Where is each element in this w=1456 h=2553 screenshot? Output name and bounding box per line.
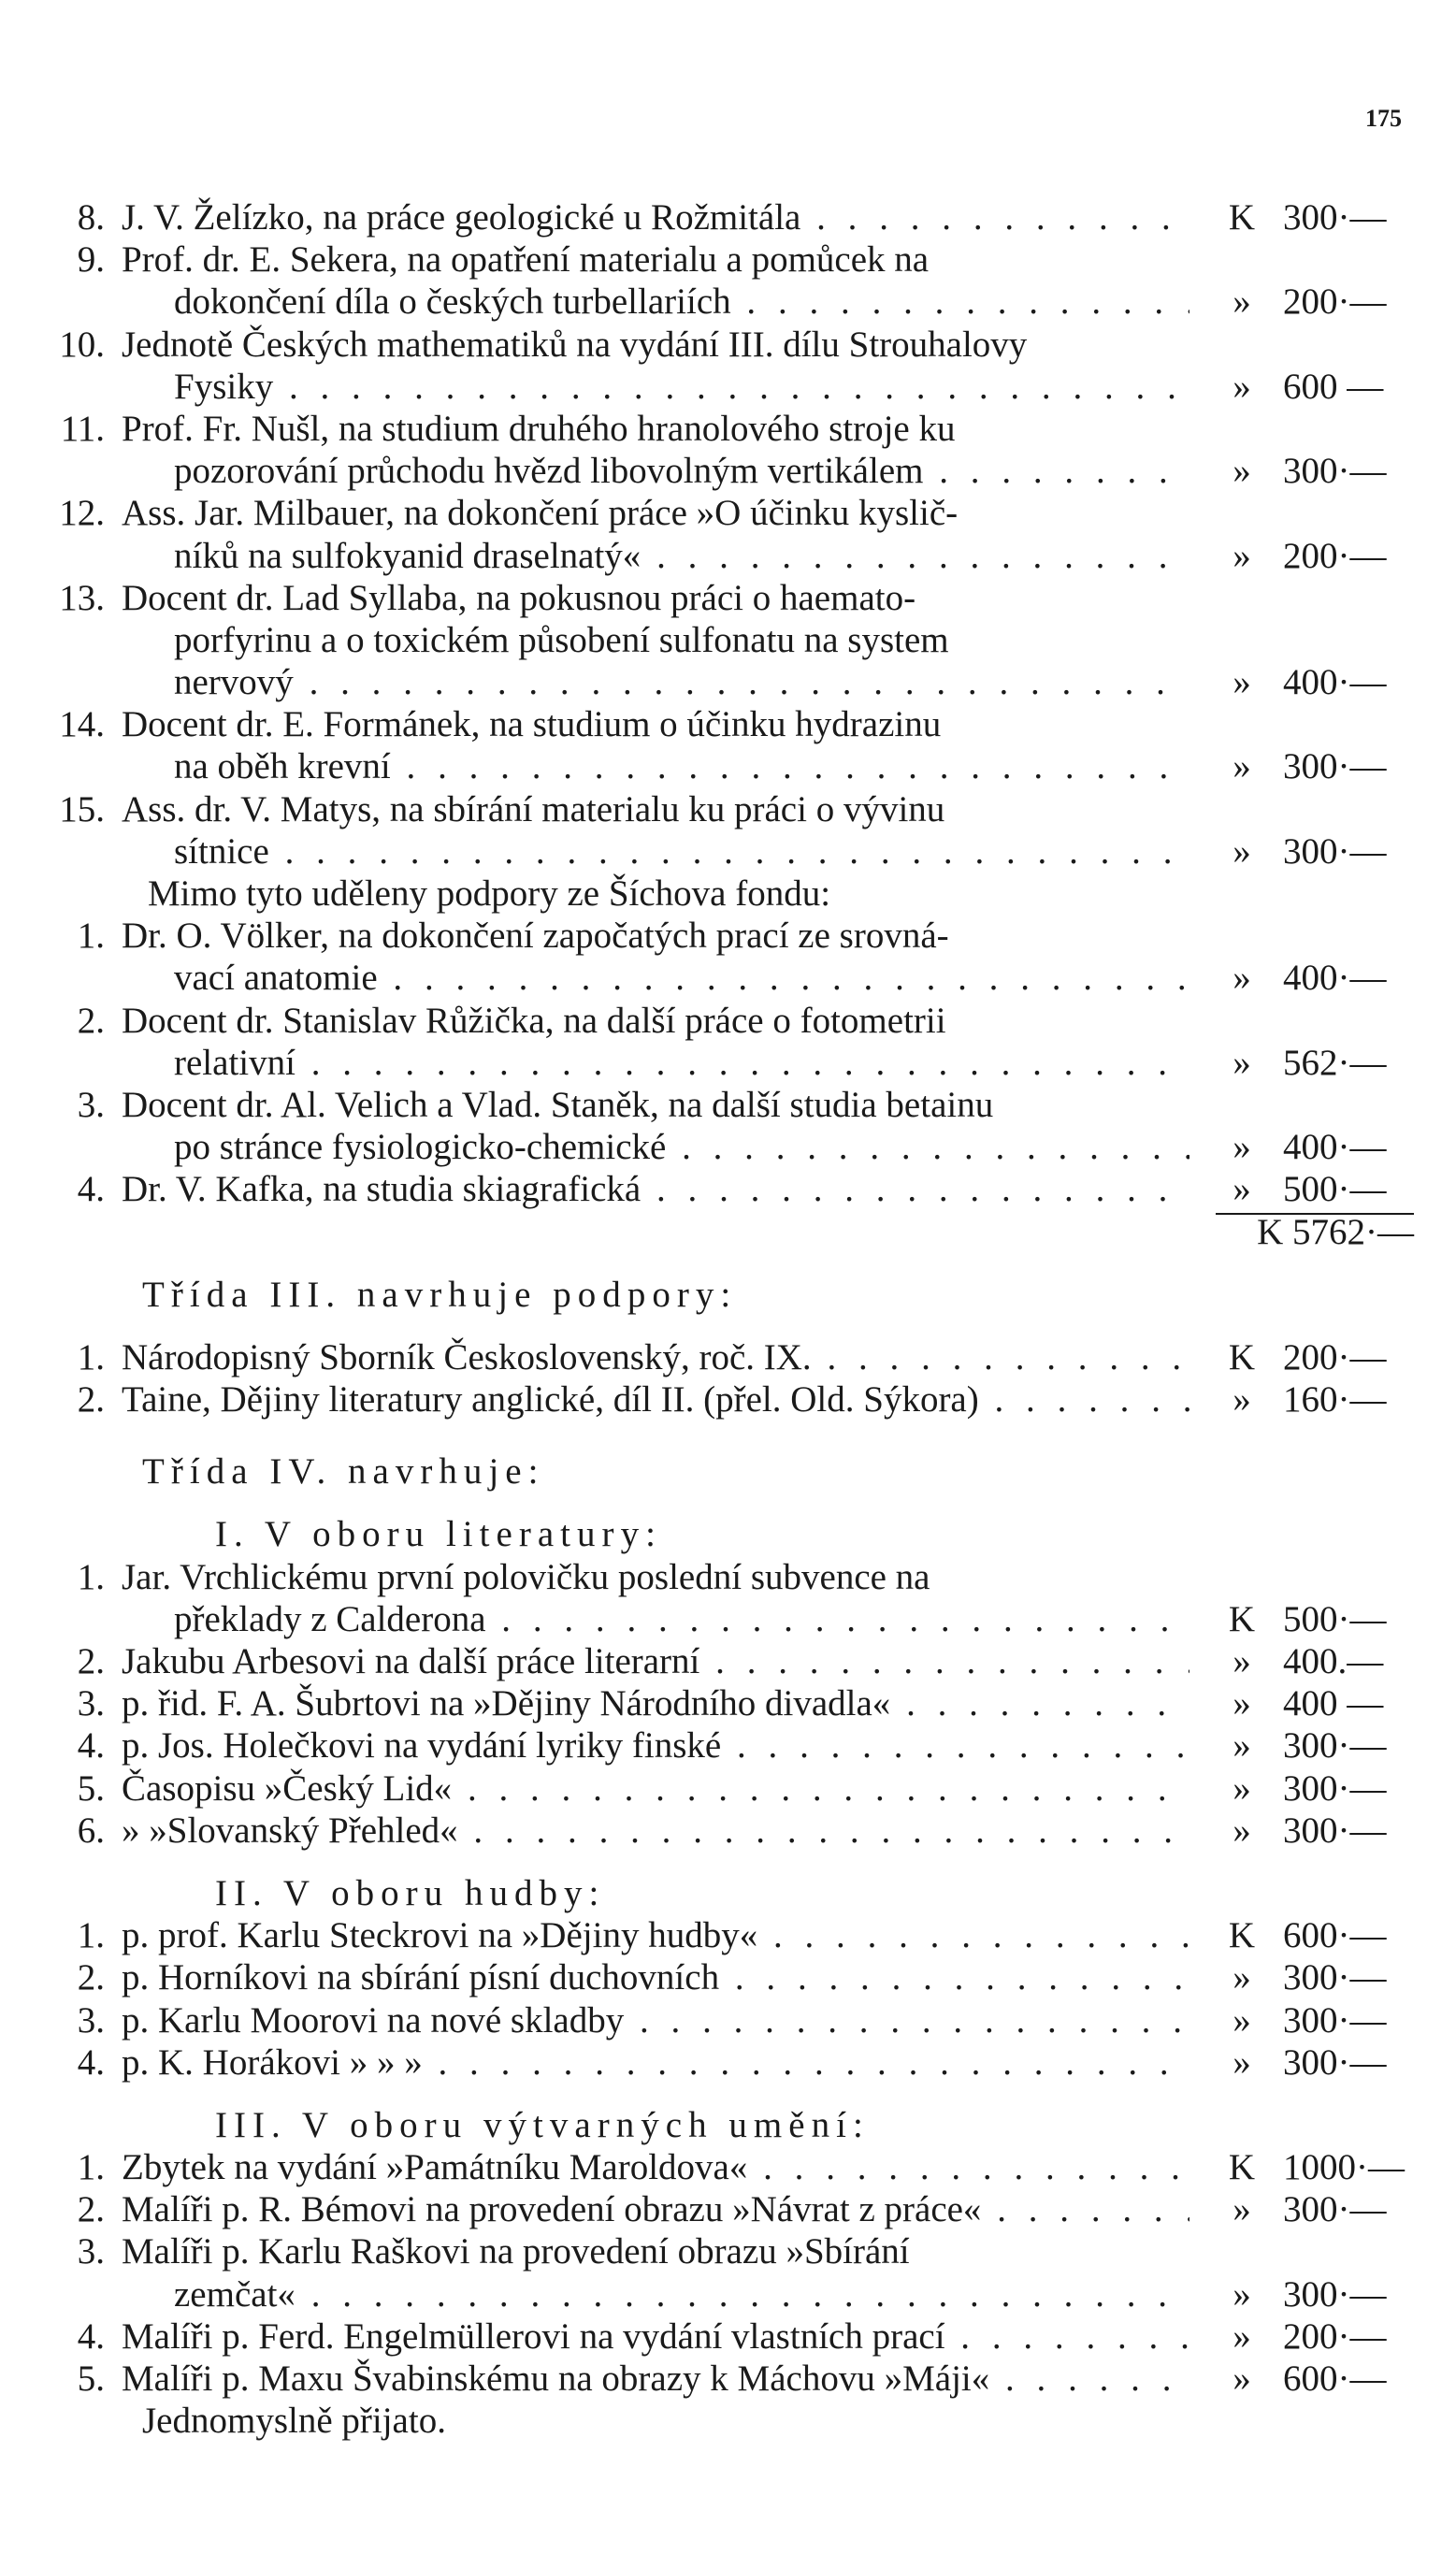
list-item-line	[56, 577, 1414, 619]
item-text: » »Slovanský Přehled« . . .	[122, 1810, 1189, 1852]
item-amount: 300·—	[1283, 1767, 1387, 1809]
list-item-line	[56, 492, 1414, 534]
item-text: po stránce fysiologicko-chemické . . .	[174, 1126, 1189, 1168]
item-amount: 400.—	[1283, 1641, 1384, 1681]
item-currency: »	[1233, 1641, 1251, 1681]
item-currency: »	[1233, 1767, 1251, 1809]
item-number: 4.	[77, 2041, 105, 2083]
list-item-line	[56, 1999, 1414, 2041]
item-text: Docent dr. Stanislav Růžička, na další práce o fotometrii	[122, 1000, 946, 1041]
item-number: 2.	[77, 1000, 105, 1041]
item-amount: 300·—	[1283, 2273, 1387, 2315]
item-text: překlady z Calderona . . .	[174, 1598, 1189, 1640]
item-amount: 600·—	[1283, 1915, 1387, 1956]
item-text: p. Horníkovi na sbírání písní duchovních . . .	[122, 1956, 1189, 1998]
item-text: Prof. Fr. Nušl, na studium druhého hranolového stroje ku	[122, 408, 956, 449]
list-item-line	[56, 1126, 1414, 1168]
item-text: Fysiky . . .	[174, 366, 1189, 408]
item-number: 5.	[77, 1767, 105, 1809]
item-text: Ass. Jar. Milbauer, na dokončení práce »O účinku kyslič-	[122, 493, 959, 534]
item-currency: »	[1233, 1683, 1251, 1724]
item-number: 10.	[59, 324, 105, 365]
item-amount: 300·—	[1283, 1957, 1387, 1998]
item-currency: »	[1233, 2315, 1251, 2357]
item-currency: »	[1233, 958, 1251, 999]
item-amount: 500·—	[1283, 1169, 1387, 1210]
item-amount: 300·—	[1283, 746, 1387, 787]
list-item-line	[56, 2315, 1414, 2358]
list-item-line	[56, 2273, 1414, 2315]
page-number: 175	[1365, 105, 1402, 132]
list-item-line	[56, 1724, 1414, 1767]
item-text: J. V. Želízko, na práce geologické u Rožmitála . . .	[122, 196, 1189, 238]
art-heading-row	[56, 2104, 1414, 2146]
item-amount: 500·—	[1283, 1598, 1387, 1639]
item-text: Dr. O. Völker, na dokončení započatých prací ze srovná-	[122, 916, 949, 957]
list-item-line	[56, 535, 1414, 577]
item-amount: 300·—	[1283, 451, 1387, 492]
item-text: Jar. Vrchlickému první polovičku poslední subvence na	[122, 1556, 930, 1597]
item-amount: 300·—	[1283, 1999, 1387, 2041]
item-currency: »	[1233, 1810, 1251, 1851]
art-list	[56, 2146, 1414, 2400]
item-amount: 160·—	[1283, 1379, 1387, 1421]
item-amount: 300·—	[1283, 1725, 1387, 1767]
item-currency: »	[1233, 1127, 1251, 1168]
class4-heading-row	[56, 1450, 1414, 1493]
list-item-line	[56, 957, 1414, 999]
list-item-line	[56, 1168, 1414, 1210]
item-number: 4.	[77, 1725, 105, 1767]
item-number: 15.	[59, 788, 105, 829]
item-currency: »	[1233, 366, 1251, 407]
item-text: nervový . . .	[174, 661, 1189, 703]
page-content	[56, 196, 1414, 2442]
item-number: 4.	[77, 1169, 105, 1210]
item-amount: 562·—	[1283, 1042, 1387, 1083]
item-amount: 600 —	[1283, 366, 1384, 407]
item-text: Docent dr. Lad Syllaba, na pokusnou práci o haemato-	[122, 577, 916, 618]
spacer	[56, 1421, 1414, 1450]
item-text: Docent dr. E. Formánek, na studium o účinku hydrazinu	[122, 704, 942, 745]
item-text: pozorování průchodu hvězd libovolným vertikálem . . .	[174, 450, 1189, 492]
item-text: Jednotě Českých mathematiků na vydání III. dílu Strouhalovy	[122, 324, 1028, 365]
item-text: vací anatomie . . .	[174, 957, 1189, 999]
item-number: 4.	[77, 2315, 105, 2357]
item-amount: 300·—	[1283, 2041, 1387, 2083]
spacer	[56, 1852, 1414, 1872]
item-currency: K	[1228, 1598, 1256, 1639]
list-item-line	[56, 703, 1414, 745]
list-item-line	[56, 1767, 1414, 1810]
music-heading: II. V oboru hudby:	[215, 1872, 606, 1913]
list-item-line	[56, 408, 1414, 450]
item-number: 1.	[77, 916, 105, 957]
spacer	[56, 2084, 1414, 2104]
item-text: níků na sulfokyanid draselnatý« . . .	[174, 535, 1189, 577]
list-item-line	[56, 1682, 1414, 1724]
music-heading-row	[56, 1872, 1414, 1914]
list-item-line	[56, 788, 1414, 830]
lit-heading: I. V oboru literatury:	[215, 1514, 662, 1555]
item-currency: »	[1233, 1042, 1251, 1083]
item-currency: »	[1233, 2273, 1251, 2315]
list-item-line	[56, 1956, 1414, 1998]
item-number: 3.	[77, 2231, 105, 2272]
item-text: Ass. dr. V. Matys, na sbírání materialu ku práci o vývinu	[122, 788, 945, 829]
item-currency: »	[1233, 830, 1251, 872]
sichov-list	[56, 915, 1414, 1210]
list-item-line	[56, 281, 1414, 323]
item-text: Malíři p. R. Bémovi na provedení obrazu »Návrat z práce« . . .	[122, 2188, 1189, 2230]
spacer	[56, 1253, 1414, 1274]
art-heading: III. V oboru výtvarných umění:	[215, 2104, 870, 2145]
list-item-line	[56, 1378, 1414, 1421]
lit-heading-row	[56, 1513, 1414, 1555]
sum-total: K 5762·—	[1257, 1211, 1414, 1252]
item-amount: 300·—	[1283, 197, 1387, 238]
list-item-line	[56, 1640, 1414, 1682]
list-item-line	[56, 2188, 1414, 2230]
item-text: zemčat« . . .	[174, 2273, 1189, 2315]
list-item-line	[56, 2041, 1414, 2084]
item-text: Zbytek na vydání »Památníku Maroldova« . . .	[122, 2146, 1189, 2188]
list-item-line	[56, 1042, 1414, 1084]
item-amount: 300·—	[1283, 830, 1387, 872]
sichov-note-row	[56, 873, 1414, 915]
spacer	[56, 1316, 1414, 1336]
list-item-line	[56, 2230, 1414, 2272]
item-currency: K	[1228, 1915, 1256, 1956]
list-item-line	[56, 661, 1414, 703]
item-currency: »	[1233, 662, 1251, 703]
list-item-line	[56, 1000, 1414, 1042]
list-item-line	[56, 2146, 1414, 2188]
item-number: 1.	[77, 1336, 105, 1377]
item-text: Dr. V. Kafka, na studia skiagrafická . . .	[122, 1168, 1189, 1210]
item-currency: »	[1233, 746, 1251, 787]
sum-row	[56, 1211, 1414, 1253]
item-number: 1.	[77, 1915, 105, 1956]
item-text: Docent dr. Al. Velich a Vlad. Staněk, na další studia betainu	[122, 1084, 994, 1125]
item-text: p. Jos. Holečkovi na vydání lyriky finské . . .	[122, 1724, 1189, 1767]
item-number: 1.	[77, 2147, 105, 2188]
item-number: 12.	[59, 493, 105, 534]
class3-heading: Třída III. navrhuje podpory:	[142, 1274, 738, 1315]
item-amount: 400·—	[1283, 958, 1387, 999]
item-currency: »	[1233, 1725, 1251, 1767]
item-number: 2.	[77, 1379, 105, 1421]
item-number: 9.	[77, 239, 105, 281]
item-amount: 1000·—	[1283, 2147, 1405, 2188]
item-amount: 200·—	[1283, 1336, 1387, 1377]
class3-list	[56, 1336, 1414, 1421]
list-item-line	[56, 1810, 1414, 1852]
item-text: p. prof. Karlu Steckrovi na »Dějiny hudby« . . .	[122, 1914, 1189, 1956]
final-note: Jednomyslně přijato.	[142, 2401, 446, 2442]
item-number: 2.	[77, 1641, 105, 1681]
list-item-line	[56, 1556, 1414, 1598]
item-number: 6.	[77, 1810, 105, 1851]
item-text: Národopisný Sborník Československý, roč. IX. . . .	[122, 1336, 1189, 1378]
item-text: Časopisu »Český Lid« . . .	[122, 1767, 1189, 1810]
item-currency: K	[1228, 197, 1256, 238]
item-text: Malíři p. Ferd. Engelmüllerovi na vydání vlastních prací . . .	[122, 2315, 1189, 2358]
class4-heading: Třída IV. navrhuje:	[142, 1451, 545, 1493]
list-item-line	[56, 619, 1414, 661]
list-item-line	[56, 366, 1414, 408]
item-number: 14.	[59, 704, 105, 745]
list-item-line	[56, 238, 1414, 281]
final-note-row	[56, 2400, 1414, 2442]
item-text: Prof. dr. E. Sekera, na opatření materialu a pomůcek na	[122, 239, 930, 281]
item-currency: »	[1233, 1379, 1251, 1421]
list-item-line	[56, 2358, 1414, 2400]
item-text: p. Karlu Moorovi na nové skladby . . .	[122, 1999, 1189, 2041]
item-amount: 200·—	[1283, 2315, 1387, 2357]
list-item-line	[56, 915, 1414, 957]
item-currency: »	[1233, 281, 1251, 323]
item-text: porfyrinu a o toxickém působení sulfonatu na system	[174, 619, 949, 660]
item-currency: »	[1233, 2041, 1251, 2083]
item-text: Malíři p. Karlu Raškovi na provedení obrazu »Sbírání	[122, 2231, 910, 2272]
item-number: 2.	[77, 1957, 105, 1998]
list-item-line	[56, 450, 1414, 492]
music-list	[56, 1914, 1414, 2084]
list-item-line	[56, 1914, 1414, 1956]
item-number: 3.	[77, 1999, 105, 2041]
list-item-line	[56, 1084, 1414, 1126]
item-number: 3.	[77, 1084, 105, 1125]
item-number: 1.	[77, 1556, 105, 1597]
item-text: dokončení díla o českých turbellariích . . .	[174, 281, 1189, 323]
item-text: p. K. Horákovi » » » . . .	[122, 2041, 1189, 2084]
item-number: 3.	[77, 1683, 105, 1724]
item-amount: 300·—	[1283, 1810, 1387, 1851]
item-currency: »	[1233, 1999, 1251, 2041]
item-currency: »	[1233, 451, 1251, 492]
item-currency: K	[1228, 1336, 1256, 1377]
item-text: Malíři p. Maxu Švabinskému na obrazy k Máchovu »Máji« . . .	[122, 2358, 1189, 2400]
list-item-line	[56, 196, 1414, 238]
item-text: Jakubu Arbesovi na další práce literarní . . .	[122, 1640, 1189, 1682]
item-amount: 600·—	[1283, 2358, 1387, 2399]
list-item-line	[56, 324, 1414, 366]
item-amount: 400 —	[1283, 1683, 1384, 1724]
item-number: 2.	[77, 2189, 105, 2230]
item-amount: 300·—	[1283, 2189, 1387, 2230]
item-text: relativní . . .	[174, 1042, 1189, 1084]
list-item-line	[56, 1336, 1414, 1378]
item-currency: »	[1233, 2358, 1251, 2399]
item-number: 8.	[77, 197, 105, 238]
item-number: 5.	[77, 2358, 105, 2399]
list-item-line	[56, 830, 1414, 873]
item-currency: »	[1233, 535, 1251, 576]
item-text: Taine, Dějiny literatury anglické, díl II. (přel. Old. Sýkora) . . .	[122, 1378, 1189, 1421]
list-item-line	[56, 1598, 1414, 1640]
class3-heading-row	[56, 1274, 1414, 1316]
item-amount: 200·—	[1283, 281, 1387, 323]
item-currency: »	[1233, 2189, 1251, 2230]
item-amount: 400·—	[1283, 662, 1387, 703]
section2-list	[56, 196, 1414, 873]
item-currency: »	[1233, 1957, 1251, 1998]
literature-list	[56, 1556, 1414, 1852]
item-amount: 400·—	[1283, 1127, 1387, 1168]
item-text: sítnice . . .	[174, 830, 1189, 873]
sichov-note: Mimo tyto uděleny podpory ze Šíchova fondu:	[148, 873, 831, 914]
item-number: 13.	[59, 577, 105, 618]
spacer	[56, 1493, 1414, 1513]
item-text: na oběh krevní . . .	[174, 745, 1189, 787]
item-currency: K	[1228, 2147, 1256, 2188]
item-amount: 200·—	[1283, 535, 1387, 576]
list-item-line	[56, 745, 1414, 787]
item-currency: »	[1233, 1169, 1251, 1210]
item-number: 11.	[60, 408, 105, 449]
item-text: p. řid. F. A. Šubrtovi na »Dějiny Národního divadla« . . .	[122, 1682, 1189, 1724]
